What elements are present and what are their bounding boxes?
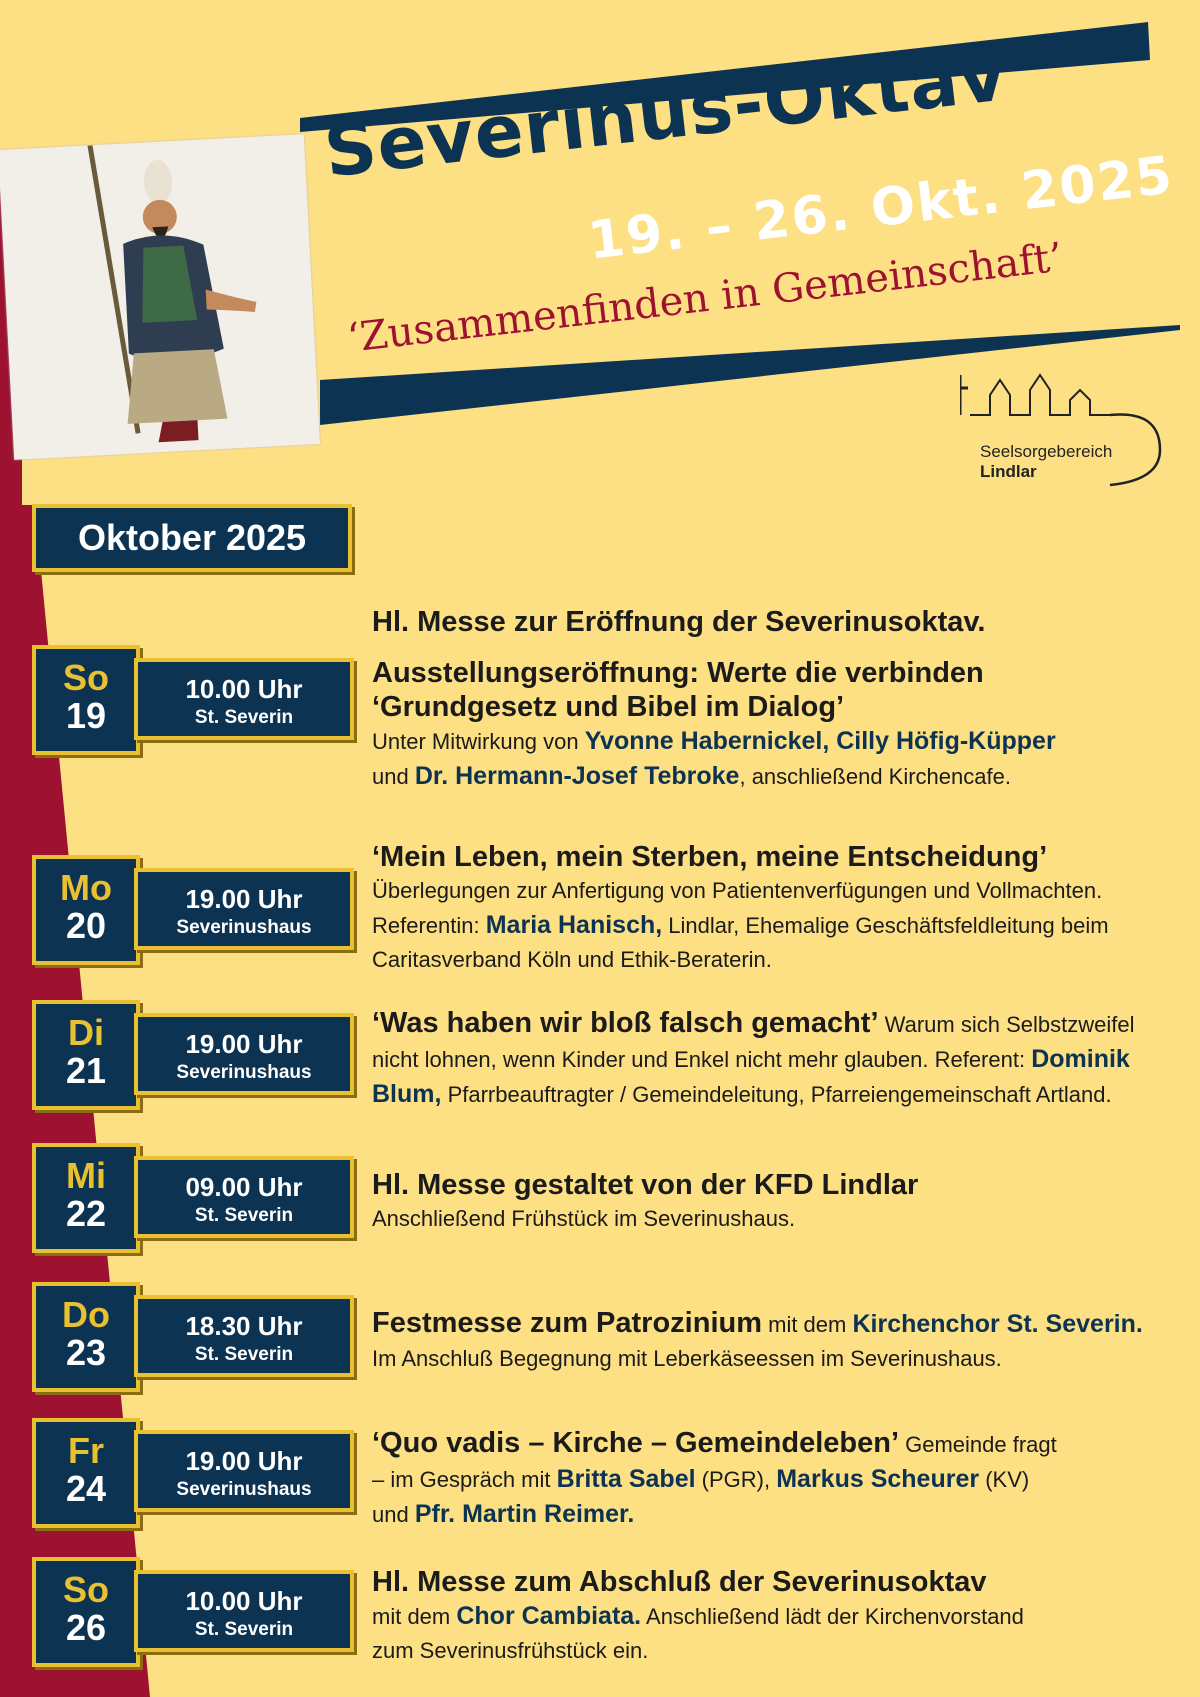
event-text: (KV) [979, 1467, 1030, 1492]
event-name: Kirchenchor St. Severin. [852, 1310, 1143, 1338]
logo-line2: Lindlar [980, 462, 1037, 481]
event-description [372, 1006, 1182, 1112]
page-title: Severinus-Oktav [320, 32, 1012, 194]
event-text: und [372, 1502, 415, 1527]
event-description [372, 1426, 1182, 1532]
weekday: Mi [66, 1155, 106, 1196]
day-box [32, 1000, 140, 1110]
event-text: , anschließend Kirchencafe. [739, 764, 1011, 789]
event-heading: Ausstellungseröffnung: Werte die verbinden [372, 657, 984, 689]
day-box [32, 855, 140, 965]
event-text: mit dem [372, 1604, 457, 1629]
weekday: So [62, 657, 109, 698]
event-heading: Festmesse zum Patrozinium [372, 1307, 762, 1339]
month-label: Oktober 2025 [32, 504, 352, 572]
time: 18.30 Uhr [185, 1311, 303, 1341]
event-name: Blum, [372, 1080, 442, 1108]
event-text: Anschließend Frühstück im Severinushaus. [372, 1206, 796, 1231]
day-number: 23 [65, 1332, 107, 1373]
logo-line1: Seelsorgebereich [980, 442, 1113, 461]
time-box [134, 1570, 354, 1652]
event-name: Dominik [1031, 1045, 1130, 1073]
time: 19.00 Uhr [185, 1446, 303, 1476]
event-name: Maria Hanisch, [485, 911, 663, 939]
place: St. Severin [194, 707, 294, 728]
time-box [134, 1013, 354, 1095]
event-description [372, 1306, 1182, 1376]
event-dates: 19. – 26. Okt. 2025 [585, 145, 1177, 272]
place: St. Severin [194, 1344, 294, 1365]
day-box [32, 1282, 140, 1392]
place: St. Severin [194, 1619, 294, 1640]
event-name: Dr. Hermann-Josef Tebroke [414, 762, 740, 790]
event-name: Chor Cambiata. [456, 1602, 642, 1630]
event-text: – im Gespräch mit [372, 1467, 557, 1492]
event-text: Lindlar, Ehemalige Geschäftsfeldleitung beim [662, 913, 1109, 938]
event-name: Markus Scheurer [776, 1465, 980, 1493]
weekday: So [62, 1569, 109, 1610]
event-heading: Hl. Messe zum Abschluß der Severinusoktav [372, 1566, 987, 1598]
place: St. Severin [194, 1205, 294, 1226]
event-name: Britta Sabel [556, 1465, 696, 1493]
day-number: 22 [65, 1193, 107, 1234]
opening-mass-text: Hl. Messe zur Eröffnung der Severinusoktav. [372, 606, 986, 638]
event-name: Pfr. Martin Reimer. [414, 1500, 635, 1528]
day-box [32, 645, 140, 755]
day-number: 20 [65, 905, 107, 946]
time-box [134, 658, 354, 740]
time-box [134, 1430, 354, 1512]
place: Severinushaus [176, 1479, 312, 1500]
day-number: 24 [65, 1468, 107, 1509]
time: 09.00 Uhr [185, 1172, 303, 1202]
place: Severinushaus [176, 917, 312, 938]
weekday: Fr [68, 1430, 104, 1471]
time: 19.00 Uhr [185, 1029, 303, 1059]
event-heading: ‘Was haben wir bloß falsch gemacht’ [372, 1007, 879, 1039]
time: 10.00 Uhr [185, 1586, 303, 1616]
event-text: (PGR), [695, 1467, 777, 1492]
event-heading: ‘Grundgesetz und Bibel im Dialog’ [372, 691, 845, 723]
day-box [32, 1418, 140, 1528]
event-heading: ‘Quo vadis – Kirche – Gemeindeleben’ [372, 1427, 900, 1459]
event-description [372, 656, 1182, 794]
event-text: und [372, 764, 415, 789]
event-description [372, 1565, 1182, 1668]
event-description [372, 840, 1182, 977]
event-text: zum Severinusfrühstück ein. [372, 1638, 649, 1663]
event-text: Unter Mitwirkung von [372, 729, 585, 754]
time-box [134, 868, 354, 950]
weekday: Do [62, 1294, 110, 1335]
weekday: Di [68, 1012, 104, 1053]
event-description [372, 1168, 1182, 1236]
event-text: Anschließend lädt der Kirchenvorstand [641, 1604, 1024, 1629]
event-name: Yvonne Habernickel, Cilly Höfig-Küpper [584, 727, 1056, 755]
time-box [134, 1156, 354, 1238]
motto: ‘Zusammenfinden in Gemeinschaft’ [345, 234, 1065, 362]
event-text: Gemeinde fragt [899, 1432, 1057, 1457]
day-box [32, 1557, 140, 1667]
place: Severinushaus [176, 1062, 312, 1083]
event-heading: ‘Mein Leben, mein Sterben, meine Entscheidung’ [372, 841, 1048, 873]
weekday: Mo [60, 867, 112, 908]
day-number: 26 [65, 1607, 107, 1648]
event-text: nicht lohnen, wenn Kinder und Enkel nicht mehr glauben. Referent: [372, 1047, 1032, 1072]
day-number: 19 [65, 695, 107, 736]
event-text: mit dem [762, 1312, 853, 1337]
event-heading: Hl. Messe gestaltet von der KFD Lindlar [372, 1169, 919, 1201]
logo-text [980, 442, 1112, 482]
time: 19.00 Uhr [185, 884, 303, 914]
event-text: Warum sich Selbstzweifel [878, 1012, 1135, 1037]
day-box [32, 1143, 140, 1253]
event-text: Überlegungen zur Anfertigung von Patientenverfügungen und Vollmachten. [372, 878, 1103, 903]
time: 10.00 Uhr [185, 674, 303, 704]
day-number: 21 [65, 1050, 107, 1091]
saint-statue-photo [0, 134, 320, 460]
event-text: Im Anschluß Begegnung mit Leberkäseessen im Severinushaus. [372, 1346, 1002, 1371]
event-text: Referentin: [372, 913, 486, 938]
time-box [134, 1295, 354, 1377]
statue-icon [0, 134, 320, 460]
event-text: Pfarrbeauftragter / Gemeindeleitung, Pfarreiengemeinschaft Artland. [441, 1082, 1112, 1107]
event-text: Caritasverband Köln und Ethik-Beraterin. [372, 947, 772, 972]
